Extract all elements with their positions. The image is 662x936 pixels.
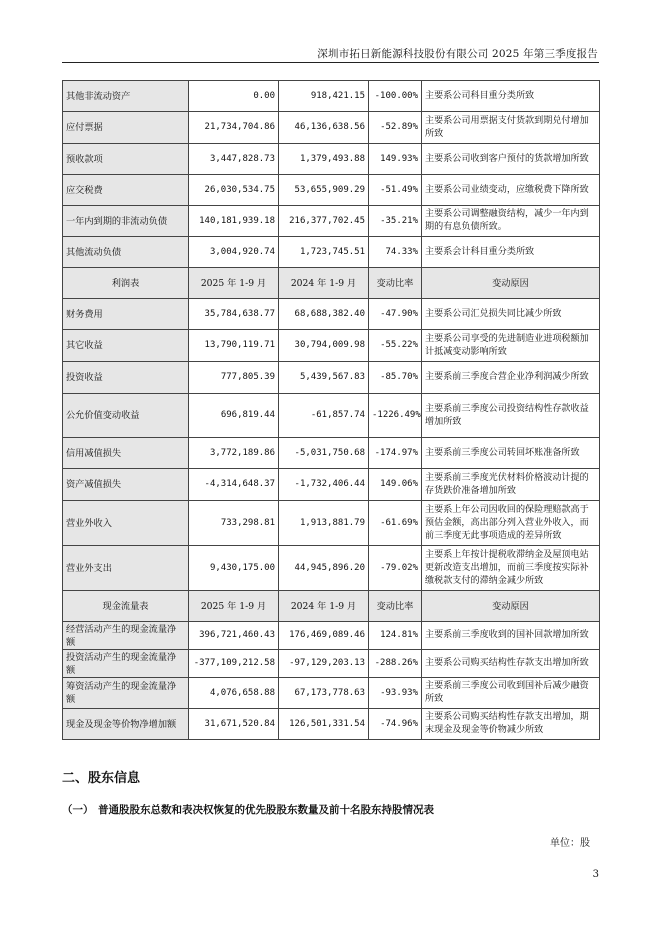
row-item: 资产减值损失 bbox=[63, 469, 189, 501]
row-ratio: -35.21% bbox=[369, 206, 422, 237]
table-row bbox=[63, 330, 600, 362]
row-reason: 主要系公司调整融资结构，减少一年内到期的有息负债所致。 bbox=[422, 206, 600, 237]
row-reason: 主要系公司收到客户预付的货款增加所致 bbox=[422, 144, 600, 175]
row-reason: 主要系上年按计提税收滞纳金及屋顶电站更新改造支出增加，而前三季度按实际补缴税款支付的滞纳金减少所致 bbox=[422, 546, 600, 591]
row-reason: 主要系前三季度光伏材料价格波动计提的存货跌价准备增加所致 bbox=[422, 469, 600, 501]
report-header: 深圳市拓日新能源科技股份有限公司 2025 年第三季度报告 bbox=[317, 48, 598, 60]
row-previous: 1,723,745.51 bbox=[279, 237, 369, 268]
row-previous: 67,173,778.63 bbox=[279, 678, 369, 709]
row-ratio: 74.33% bbox=[369, 237, 422, 268]
table-row bbox=[63, 81, 600, 112]
section-title: 二、股东信息 bbox=[62, 771, 141, 786]
row-current: 777,805.39 bbox=[189, 362, 279, 394]
row-item: 其他非流动资产 bbox=[63, 81, 189, 112]
row-ratio: -47.90% bbox=[369, 299, 422, 330]
table-row bbox=[63, 394, 600, 438]
row-item: 现金及现金等价物净增加额 bbox=[63, 709, 189, 740]
row-ratio: -51.49% bbox=[369, 175, 422, 206]
row-previous: 216,377,702.45 bbox=[279, 206, 369, 237]
row-current: 13,790,119.71 bbox=[189, 330, 279, 362]
row-reason: 主要系公司科目重分类所致 bbox=[422, 81, 600, 112]
table-row bbox=[63, 362, 600, 394]
page-number: 3 bbox=[592, 869, 599, 880]
row-previous: 126,501,331.54 bbox=[279, 709, 369, 740]
row-reason: 主要系公司业绩变动，应缴税费下降所致 bbox=[422, 175, 600, 206]
row-previous: 176,469,089.46 bbox=[279, 622, 369, 650]
row-item: 公允价值变动收益 bbox=[63, 394, 189, 438]
row-current: 21,734,704.86 bbox=[189, 112, 279, 144]
row-item: 应付票据 bbox=[63, 112, 189, 144]
row-item: 财务费用 bbox=[63, 299, 189, 330]
row-previous: 918,421.15 bbox=[279, 81, 369, 112]
col-header-item: 现金流量表 bbox=[63, 591, 189, 622]
table-row bbox=[63, 144, 600, 175]
row-reason: 主要系前三季度合营企业净利润减少所致 bbox=[422, 362, 600, 394]
row-current: 140,181,939.18 bbox=[189, 206, 279, 237]
table-row bbox=[63, 299, 600, 330]
row-reason: 主要系公司汇兑损失同比减少所致 bbox=[422, 299, 600, 330]
col-header-ratio: 变动比率 bbox=[369, 268, 422, 299]
row-item: 其他流动负债 bbox=[63, 237, 189, 268]
unit-label: 单位：股 bbox=[550, 838, 590, 849]
row-ratio: -79.02% bbox=[369, 546, 422, 591]
row-item: 经营活动产生的现金流量净额 bbox=[63, 622, 189, 650]
col-header-previous: 2024 年 1-9 月 bbox=[279, 268, 369, 299]
row-current: 396,721,460.43 bbox=[189, 622, 279, 650]
row-reason: 主要系公司用票据支付货款到期兑付增加所致 bbox=[422, 112, 600, 144]
row-previous: 1,913,881.79 bbox=[279, 501, 369, 546]
row-ratio: 124.81% bbox=[369, 622, 422, 650]
row-previous: -97,129,203.13 bbox=[279, 650, 369, 678]
financial-changes-table bbox=[62, 80, 600, 740]
row-current: 3,772,189.86 bbox=[189, 438, 279, 469]
row-reason: 主要系会计科目重分类所致 bbox=[422, 237, 600, 268]
header-divider bbox=[62, 62, 599, 63]
row-reason: 主要系上年公司因收回的保险理赔款高于预估金额，高出部分列入营业外收入，而前三季度无此事项造成的差异所致 bbox=[422, 501, 600, 546]
table-row bbox=[63, 501, 600, 546]
subsection-text: 普通股股东总数和表决权恢复的优先股股东数量及前十名股东持股情况表 bbox=[98, 804, 434, 816]
row-reason: 主要系前三季度公司投资结构性存款收益增加所致 bbox=[422, 394, 600, 438]
row-previous: 1,379,493.88 bbox=[279, 144, 369, 175]
row-item: 应交税费 bbox=[63, 175, 189, 206]
table-row bbox=[63, 678, 600, 709]
row-current: 0.00 bbox=[189, 81, 279, 112]
col-header-current: 2025 年 1-9 月 bbox=[189, 268, 279, 299]
row-current: 9,430,175.00 bbox=[189, 546, 279, 591]
row-item: 其它收益 bbox=[63, 330, 189, 362]
row-ratio: 149.93% bbox=[369, 144, 422, 175]
table-row bbox=[63, 175, 600, 206]
col-header-item: 利润表 bbox=[63, 268, 189, 299]
row-current: 4,076,658.88 bbox=[189, 678, 279, 709]
subsection-title bbox=[62, 802, 434, 817]
row-previous: 46,136,638.56 bbox=[279, 112, 369, 144]
table-row bbox=[63, 709, 600, 740]
row-item: 营业外支出 bbox=[63, 546, 189, 591]
row-previous: 5,439,567.83 bbox=[279, 362, 369, 394]
row-item: 营业外收入 bbox=[63, 501, 189, 546]
row-ratio: -288.26% bbox=[369, 650, 422, 678]
row-current: -4,314,648.37 bbox=[189, 469, 279, 501]
row-item: 一年内到期的非流动负债 bbox=[63, 206, 189, 237]
row-current: 3,004,920.74 bbox=[189, 237, 279, 268]
row-current: 35,784,638.77 bbox=[189, 299, 279, 330]
table-row bbox=[63, 546, 600, 591]
row-current: -377,109,212.58 bbox=[189, 650, 279, 678]
cash-flow-header bbox=[63, 591, 600, 622]
row-item: 信用减值损失 bbox=[63, 438, 189, 469]
row-reason: 主要系公司购买结构性存款支出增加，期末现金及现金等价物减少所致 bbox=[422, 709, 600, 740]
table-row bbox=[63, 469, 600, 501]
row-item: 筹资活动产生的现金流量净额 bbox=[63, 678, 189, 709]
table-row bbox=[63, 237, 600, 268]
col-header-ratio: 变动比率 bbox=[369, 591, 422, 622]
row-previous: 44,945,896.20 bbox=[279, 546, 369, 591]
row-current: 26,030,534.75 bbox=[189, 175, 279, 206]
table-row bbox=[63, 112, 600, 144]
row-previous: -5,031,750.68 bbox=[279, 438, 369, 469]
row-item: 投资活动产生的现金流量净额 bbox=[63, 650, 189, 678]
row-reason: 主要系前三季度收到的国补回款增加所致 bbox=[422, 622, 600, 650]
row-reason: 主要系前三季度公司转回坏账准备所致 bbox=[422, 438, 600, 469]
row-reason: 主要系公司享受的先进制造业进项税额加计抵减变动影响所致 bbox=[422, 330, 600, 362]
row-ratio: -100.00% bbox=[369, 81, 422, 112]
row-reason: 主要系前三季度公司收到国补后减少融资所致 bbox=[422, 678, 600, 709]
row-previous: 30,794,009.98 bbox=[279, 330, 369, 362]
row-item: 投资收益 bbox=[63, 362, 189, 394]
table-row bbox=[63, 622, 600, 650]
row-current: 31,671,520.84 bbox=[189, 709, 279, 740]
row-previous: 53,655,909.29 bbox=[279, 175, 369, 206]
row-previous: -1,732,406.44 bbox=[279, 469, 369, 501]
row-current: 696,819.44 bbox=[189, 394, 279, 438]
col-header-reason: 变动原因 bbox=[422, 591, 600, 622]
row-ratio: -61.69% bbox=[369, 501, 422, 546]
row-ratio: -55.22% bbox=[369, 330, 422, 362]
row-ratio: -174.97% bbox=[369, 438, 422, 469]
row-previous: -61,857.74 bbox=[279, 394, 369, 438]
row-ratio: -93.93% bbox=[369, 678, 422, 709]
table-row bbox=[63, 206, 600, 237]
row-ratio: -85.70% bbox=[369, 362, 422, 394]
table-row bbox=[63, 438, 600, 469]
col-header-previous: 2024 年 1-9 月 bbox=[279, 591, 369, 622]
row-reason: 主要系公司购买结构性存款支出增加所致 bbox=[422, 650, 600, 678]
row-ratio: 149.06% bbox=[369, 469, 422, 501]
col-header-reason: 变动原因 bbox=[422, 268, 600, 299]
col-header-current: 2025 年 1-9 月 bbox=[189, 591, 279, 622]
subsection-index: （一） bbox=[62, 804, 94, 816]
income-statement-header bbox=[63, 268, 600, 299]
row-ratio: -74.96% bbox=[369, 709, 422, 740]
row-ratio: -52.89% bbox=[369, 112, 422, 144]
table-row bbox=[63, 650, 600, 678]
row-previous: 68,688,382.40 bbox=[279, 299, 369, 330]
row-ratio: -1226.49% bbox=[369, 394, 422, 438]
row-current: 733,298.81 bbox=[189, 501, 279, 546]
row-current: 3,447,828.73 bbox=[189, 144, 279, 175]
row-item: 预收款项 bbox=[63, 144, 189, 175]
